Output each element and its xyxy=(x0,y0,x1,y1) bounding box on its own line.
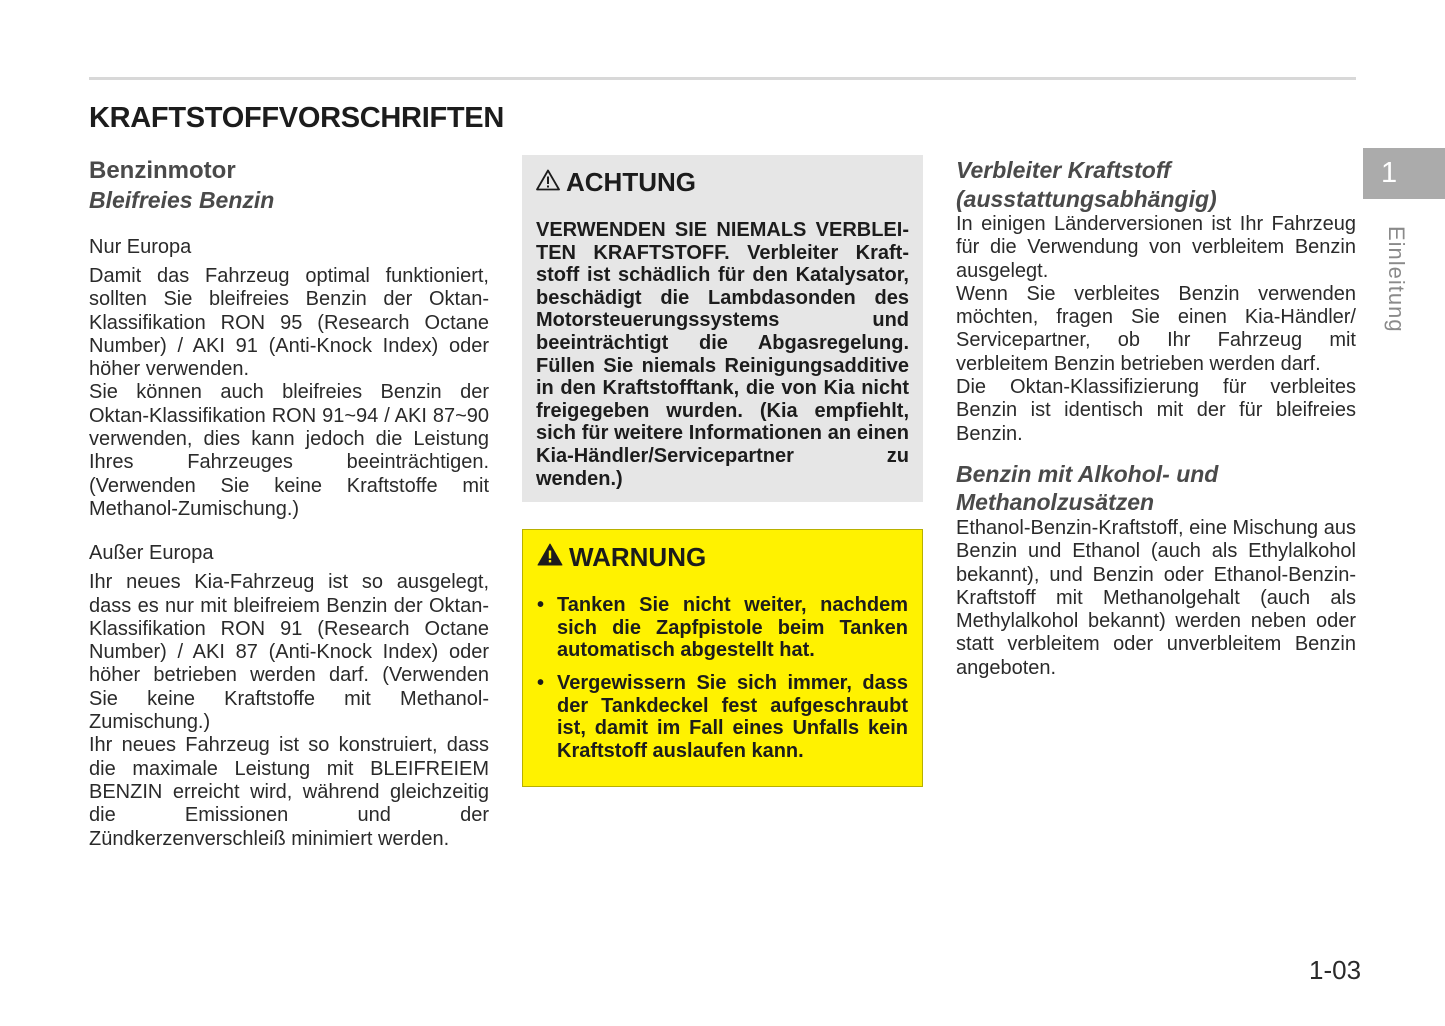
region-label-ausser-europa: Außer Europa xyxy=(89,542,214,565)
warning-header xyxy=(537,542,908,572)
warning-label: WARNUNG xyxy=(569,541,707,572)
subheading-bleifreies-benzin: Bleifreies Benzin xyxy=(89,187,275,213)
heading-verbleiter-kraftstoff xyxy=(956,156,1356,213)
middle-column xyxy=(522,155,923,787)
warning-item: • Tanken Sie nicht weiter, nachdem sich die Zapfpistole beim Tanken automatisch abgestellt hat. xyxy=(537,594,908,662)
heading-alkohol-methanol xyxy=(956,460,1356,517)
warning-filled-icon xyxy=(537,542,563,573)
warning-item: • Vergewissern Sie sich immer, dass der Tankdeckel fest aufgeschraubt ist, damit im Fall eines Unfalls kein Kraftstoff auslaufen kann. xyxy=(537,672,908,762)
heading-line: (ausstattungsabhängig) xyxy=(956,185,1217,212)
paragraph-ausser-europa-2: Ihr neues Fahrzeug ist so konstruiert, dass die maximale Leistung mit BLEIFREIEM BENZIN erreicht wird, während gleichzeitig die Emissionen und der Zündkerzenverschleiß minimiert werden. xyxy=(89,734,489,850)
region-label-europa: Nur Europa xyxy=(89,236,192,258)
section-heading-benzinmotor: Benzinmotor xyxy=(89,157,236,184)
paragraph-verbleit-2: Wenn Sie verbleites Benzin verwenden möchten, fragen Sie einen Kia-Händler/ Servicepartner, ob Ihr Fahrzeug mit verbleitem Benzin betrieben werden darf. xyxy=(956,282,1356,375)
paragraph-verbleit-1: In einigen Länderversionen ist Ihr Fahrzeug für die Verwendung von verbleitem Benzin ausgelegt. xyxy=(956,213,1356,282)
page-title: KRAFTSTOFFVORSCHRIFTEN xyxy=(89,102,504,134)
page-number: 1-03 xyxy=(1309,955,1362,985)
paragraph-europa-2: Sie können auch bleifreies Benzin der Oktan-Klassifikation RON 91~94 / AKI 87~90 verwenden, dies kann jedoch die Leistung Ihres Fahrzeuges beeinträchtigen. (Verwenden Sie keine Kraftstoffe mit Methanol-Zumischung.) xyxy=(89,381,489,520)
paragraph-verbleit-3: Die Oktan-Klassifizierung für verbleites Benzin ist identisch mit der für bleifreies Benzin. xyxy=(956,376,1356,445)
caution-header xyxy=(536,167,909,197)
heading-line: Verbleiter Kraftstoff xyxy=(956,157,1171,183)
warning-outline-icon xyxy=(536,167,560,198)
caution-label: ACHTUNG xyxy=(566,166,696,197)
caution-box xyxy=(522,155,923,502)
heading-line: Benzin mit Alkohol- und xyxy=(956,460,1219,487)
paragraph-alkohol-1: Ethanol-Benzin-Kraftstoff, eine Mischung aus Benzin und Ethanol (auch als Ethylalkohol bekannt), und Benzin oder Ethanol-Benzin-Kraftstoff mit Methanolgehalt (auch als Methylalkohol bekannt) werden neben oder statt verbleitem oder unverbleitem Benzin angeboten. xyxy=(956,516,1356,679)
warning-list xyxy=(537,594,908,762)
paragraph-europa-1: Damit das Fahrzeug optimal funktioniert, sollten Sie bleifreies Benzin der Oktan-Klassifikation RON 95 (Research Octane Number) / AKI 91 (Anti-Knock Index) oder höher verwenden. xyxy=(89,265,489,381)
caution-text: VERWENDEN SIE NIEMALS VERBLEITEN KRAFTSTOFF. Verbleiter Kraftstoff ist schädlich für den Katalysator, beschädigt die Lambdasonden des Motorsteuerungssystems und beeinträchtigt die Abgasregelung. Füllen Sie niemals Reinigungsadditive in den Kraftstofftank, die von Kia nicht freigegeben wurden. (Kia empfiehlt, sich für weitere Informationen an einen Kia-Händler/Servicepartner zu wenden.) xyxy=(536,219,909,490)
warning-box xyxy=(522,529,923,787)
right-column xyxy=(956,156,1356,680)
header-rule xyxy=(89,77,1356,80)
heading-line: Methanolzusätzen xyxy=(956,489,1155,516)
chapter-label: Einleitung xyxy=(1384,226,1409,333)
left-column xyxy=(89,156,489,851)
chapter-tab: 1 xyxy=(1363,148,1445,199)
paragraph-ausser-europa-1: Ihr neues Kia-Fahrzeug ist so ausgelegt, dass es nur mit bleifreiem Benzin der Oktan-Klassifikation RON 91 (Research Octane Number) / AKI 87 (Anti-Knock Index) oder höher betrieben werden darf. (Verwenden Sie keine Kraftstoffe mit Methanol-Zumischung.) xyxy=(89,571,489,734)
